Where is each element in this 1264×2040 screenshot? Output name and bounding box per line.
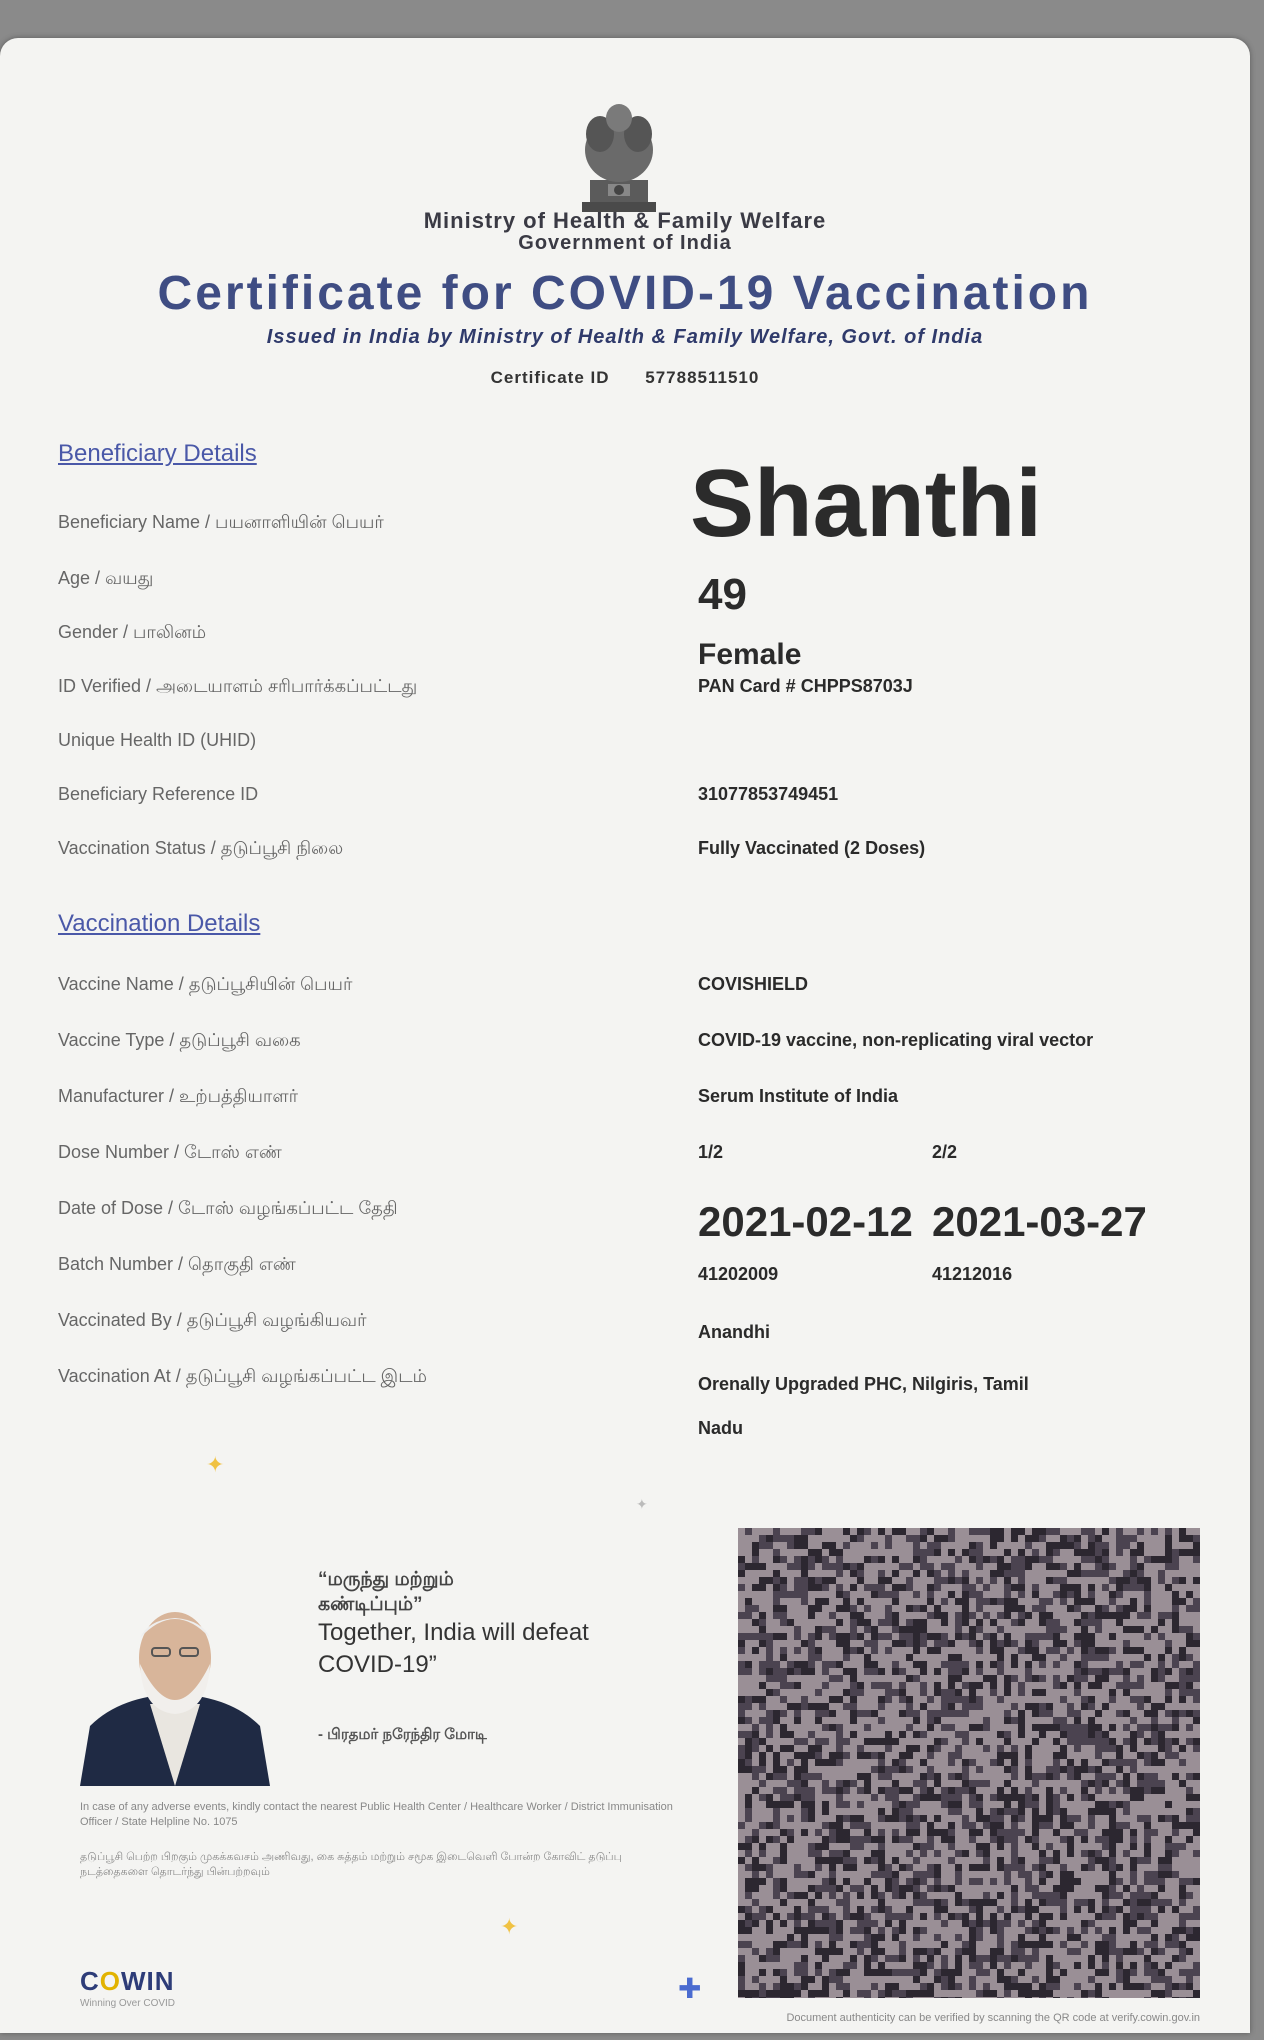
batch-number-label: Batch Number / தொகுதி எண் — [58, 1254, 296, 1274]
cowin-logo-prefix: C — [80, 1966, 100, 1996]
beneficiary-name: Shanthi — [690, 450, 1042, 557]
gender-label: Gender / பாலினம் — [58, 622, 207, 642]
unique-health-id-label: Unique Health ID (UHID) — [58, 730, 257, 750]
sparkle-icon: ✦ — [636, 1496, 648, 1512]
fine-print-helpline: In case of any adverse events, kindly contact the nearest Public Health Center / Healthcare Worker / District Immunisation Officer / State Helpline No. 1075 — [80, 1801, 673, 1829]
quote-tamil-line1: “மருந்து மற்றும் — [318, 1569, 454, 1590]
dose1-number: 1/2 — [698, 1142, 724, 1162]
reference-id-label: Beneficiary Reference ID — [58, 784, 259, 804]
dose2-date: 2021-03-27 — [932, 1198, 1147, 1245]
beneficiary-section-title: Beneficiary Details — [58, 440, 257, 467]
quote-attribution: - பிரதமர் நரேந்திர மோடி — [318, 1726, 487, 1743]
cowin-tagline: Winning Over COVID — [80, 1998, 176, 2009]
sparkle-icon: ✦ — [206, 1452, 225, 1477]
plus-icon: ✚ — [678, 1973, 702, 2004]
issued-by: Issued in India by Ministry of Health & Family Welfare, Govt. of India — [266, 326, 984, 348]
vaccination-at-label: Vaccination At / தடுப்பூசி வழங்கப்பட்ட இடம் — [58, 1366, 427, 1386]
dose2-number: 2/2 — [932, 1142, 958, 1162]
fine-print-tamil: தடுப்பூசி பெற்ற பிறகும் முகக்கவசம் அணிவது, கை சுத்தம் மற்றும் சமூக இடைவெளி போன்ற கோவிட் தடுப்பு நடத்தைகளை தொடர்ந்து பின்பற்றவும் — [80, 1851, 622, 1879]
beneficiary-age: 49 — [698, 570, 747, 619]
dose2-batch: 41212016 — [932, 1264, 1013, 1284]
vaccine-name-label: Vaccine Name / தடுப்பூசியின் பெயர் — [58, 974, 353, 994]
manufacturer-label: Manufacturer / உற்பத்தியாளர் — [58, 1086, 298, 1106]
certificate-id-label: Certificate ID — [490, 368, 610, 387]
cowin-logo — [80, 1966, 175, 1997]
dose1-date: 2021-02-12 — [698, 1198, 913, 1245]
sparkle-icon: ✦ — [500, 1914, 519, 1939]
certificate-id — [0, 368, 1250, 388]
prime-minister-photo — [80, 1586, 270, 1786]
vaccine-name-value: COVISHIELD — [698, 974, 809, 994]
id-verified-value: PAN Card # CHPPS8703J — [698, 676, 913, 696]
dose-number-label: Dose Number / டோஸ் எண் — [58, 1142, 282, 1162]
certificate-id-value: 57788511510 — [645, 368, 760, 387]
quote-english: Together, India will defeat COVID-19” — [318, 1619, 589, 1678]
ministry-name: Ministry of Health & Family Welfare — [423, 208, 827, 233]
vaccination-at-value-line2: Nadu — [698, 1418, 743, 1438]
dose1-batch: 41202009 — [698, 1264, 779, 1284]
qr-code — [738, 1528, 1200, 1998]
vaccination-status-value: Fully Vaccinated (2 Doses) — [698, 838, 926, 858]
reference-id-value: 31077853749451 — [698, 784, 839, 804]
quote-tamil-line2: கண்டிப்பும்” — [318, 1593, 423, 1615]
quote-block — [318, 1568, 678, 1680]
vaccinated-by-value: Anandhi — [698, 1322, 770, 1342]
id-verified-label: ID Verified / அடையாளம் சரிபார்க்கப்பட்டது — [58, 676, 418, 696]
vaccinated-by-label: Vaccinated By / தடுப்பூசி வழங்கியவர் — [58, 1310, 367, 1330]
cowin-logo-suffix: WIN — [121, 1966, 175, 1996]
vaccine-type-label: Vaccine Type / தடுப்பூசி வகை — [58, 1030, 301, 1050]
age-label: Age / வயது — [58, 568, 154, 588]
vaccination-at-value-line1: Orenally Upgraded PHC, Nilgiris, Tamil — [698, 1374, 1029, 1394]
cowin-logo-o: O — [99, 1966, 122, 1996]
manufacturer-value: Serum Institute of India — [698, 1086, 899, 1106]
beneficiary-gender: Female — [698, 638, 802, 671]
name-label: Beneficiary Name / பயனாளியின் பெயர் — [58, 512, 384, 532]
certificate-card — [0, 38, 1250, 2033]
vaccination-section-title: Vaccination Details — [58, 910, 261, 937]
vaccine-type-value: COVID-19 vaccine, non-replicating viral vector — [698, 1030, 1094, 1050]
certificate-title: Certificate for COVID-19 Vaccination — [157, 267, 1093, 320]
qr-caption: Document authenticity can be verified by scanning the QR code at verify.cowin.gov.in — [786, 2012, 1200, 2024]
date-of-dose-label: Date of Dose / டோஸ் வழங்கப்பட்ட தேதி — [58, 1198, 398, 1218]
vaccination-status-label: Vaccination Status / தடுப்பூசி நிலை — [58, 838, 344, 858]
government-name: Government of India — [518, 232, 732, 254]
